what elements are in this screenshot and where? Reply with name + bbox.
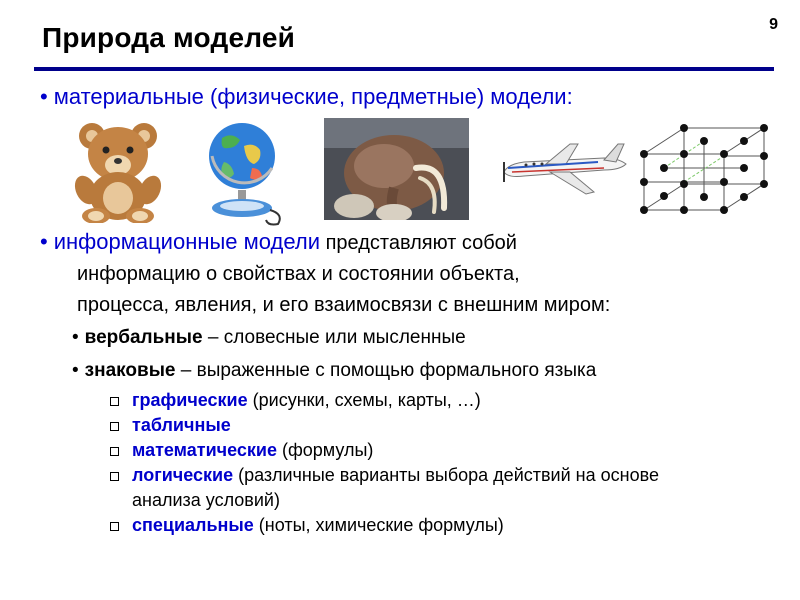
material-models-text: материальные (физические, предметные) модели: bbox=[53, 84, 573, 109]
type-term: табличные bbox=[132, 415, 231, 435]
type-term: специальные bbox=[132, 515, 254, 535]
mammoth-photo-icon bbox=[324, 118, 469, 220]
square-bullet-icon bbox=[110, 472, 119, 481]
info-models-term: информационные модели bbox=[53, 229, 321, 254]
verbal-term: вербальные bbox=[84, 327, 203, 348]
list-item bbox=[108, 388, 748, 413]
globe-icon bbox=[200, 118, 290, 226]
info-line3: процесса, явления, и его взаимосвязи с внешним миром: bbox=[77, 294, 611, 316]
sign-models-item bbox=[72, 358, 596, 384]
type-desc: (ноты, химические формулы) bbox=[253, 515, 504, 535]
square-bullet-icon bbox=[110, 522, 119, 531]
verbal-desc: – словесные или мысленные bbox=[202, 327, 466, 348]
square-bullet-icon bbox=[110, 422, 119, 431]
material-model-images bbox=[0, 110, 800, 225]
list-item bbox=[108, 413, 748, 438]
type-desc: (рисунки, схемы, карты, …) bbox=[247, 390, 481, 410]
info-line1: представляют собой bbox=[320, 232, 517, 254]
crystal-lattice-icon bbox=[640, 124, 770, 216]
bullet-dot: • bbox=[72, 360, 79, 381]
type-desc: (различные варианты выбора действий на основе анализа условий) bbox=[132, 465, 659, 510]
sign-desc: – выраженные с помощью формального языка bbox=[175, 360, 597, 381]
teddy-bear-icon bbox=[68, 118, 168, 223]
bullet-material bbox=[40, 82, 573, 112]
sign-model-types-list bbox=[108, 388, 748, 538]
square-bullet-icon bbox=[110, 447, 119, 456]
type-desc: (формулы) bbox=[276, 440, 374, 460]
bullet-dot: • bbox=[40, 229, 48, 254]
info-line2: информацию о свойствах и состоянии объекта, bbox=[77, 263, 520, 285]
bullet-dot: • bbox=[40, 84, 48, 109]
list-item bbox=[108, 463, 732, 513]
verbal-models-item bbox=[72, 325, 466, 351]
info-models-paragraph bbox=[40, 226, 760, 321]
list-item bbox=[108, 438, 748, 463]
sign-term: знаковые bbox=[84, 360, 176, 381]
page-title: Природа моделей bbox=[42, 22, 296, 53]
type-term: логические bbox=[132, 465, 234, 485]
title-divider bbox=[34, 67, 774, 71]
type-term: математические bbox=[132, 440, 277, 460]
slide-number: 9 bbox=[769, 16, 778, 33]
square-bullet-icon bbox=[110, 397, 119, 406]
airplane-icon bbox=[498, 138, 630, 198]
bullet-dot: • bbox=[72, 327, 79, 348]
type-term: графические bbox=[132, 390, 248, 410]
list-item bbox=[108, 513, 748, 538]
